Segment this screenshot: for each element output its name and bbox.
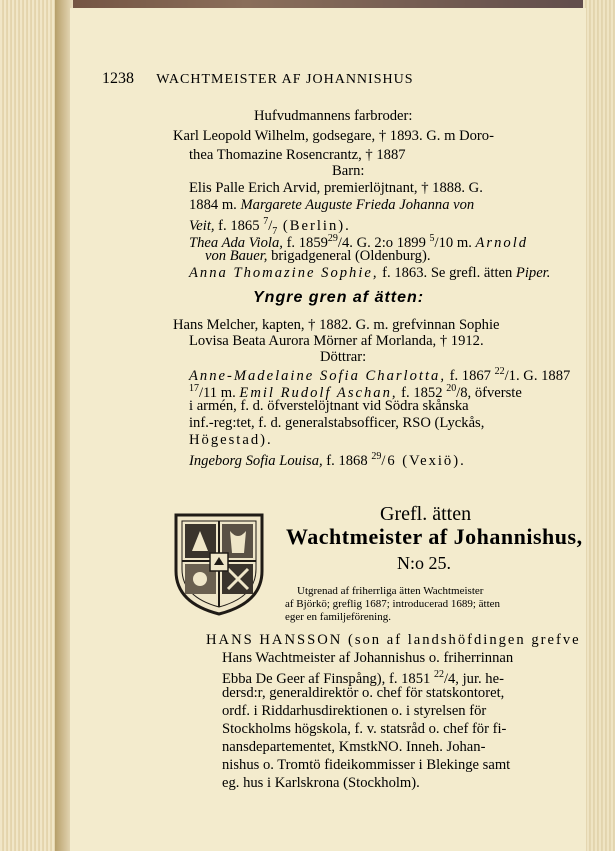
bio-line: [222, 667, 504, 687]
family-note-line: af Björkö; greflig 1687; introducerad 1689; ätten: [285, 598, 501, 610]
italic-name: Emil Rudolf Aschan,: [239, 384, 398, 401]
italic-name: Anne-Madelaine Sofia Charlotta,: [189, 367, 446, 384]
date-sup: 5: [429, 233, 435, 244]
text-line: Högestad).: [189, 432, 273, 448]
date-sup: 22: [494, 366, 505, 377]
text-span: f. 1859: [282, 234, 328, 251]
text-line: Lovisa Beata Aurora Mörner af Morlanda, † 1912.: [189, 333, 484, 349]
text-span: /: [268, 217, 273, 234]
bio-line: ordf. i Riddarhusdirektionen o. i styrelsen för: [222, 703, 487, 719]
text-span: f. 1865: [214, 217, 264, 234]
date-sup: 7: [263, 216, 269, 227]
family-title-line2: Wachtmeister af Johannishus,: [286, 524, 583, 549]
text-span: f. 1852: [397, 384, 447, 401]
text-line: Barn:: [332, 163, 365, 179]
text-span: /10 m.: [434, 234, 476, 251]
italic-name: Veit,: [189, 217, 215, 234]
page-number: 1238: [102, 70, 134, 87]
page-top-edge: [0, 0, 615, 8]
bio-line: nishus o. Tromtö fideikommisser i Blekinge samt: [222, 757, 511, 773]
text-line: [189, 197, 474, 213]
date-sup: 20: [446, 383, 457, 394]
italic-name: Ingeborg Sofia Louisa,: [189, 452, 323, 469]
text-span: /8, öfverste: [456, 384, 522, 401]
date-sup: 29: [371, 451, 382, 462]
italic-name: von Bauer,: [205, 248, 268, 264]
text-line: [205, 248, 430, 264]
date-sup: 29: [327, 233, 338, 244]
family-number: N:o 25.: [397, 553, 451, 573]
text-span: /1. G. 1887: [504, 367, 571, 384]
text-span: brigadgeneral (Oldenburg).: [267, 248, 431, 264]
bio-line: [206, 632, 581, 648]
date-sup: 17: [189, 383, 199, 394]
italic-name: Anna Thomazine Sophie,: [189, 265, 379, 281]
text-span: f. 1863. Se grefl. ätten: [378, 265, 516, 281]
italic-name: Thea Ada Viola,: [189, 234, 283, 251]
bio-line: nansdepartementet, KmstkNO. Inneh. Johan-: [222, 739, 486, 755]
text-line: Karl Leopold Wilhelm, godsegare, † 1893. G. m Doro-: [173, 128, 494, 144]
running-header: [102, 70, 414, 88]
text-span: f. 1868: [322, 452, 372, 469]
text-line: inf.-reg:tet, f. d. generalstabsofficer, RSO (Lyckås,: [189, 415, 485, 431]
family-note-line: eger en familjeförening.: [285, 611, 391, 623]
text-line: [189, 265, 550, 281]
text-line: thea Thomazine Rosencrantz, † 1887: [189, 147, 406, 163]
italic-name: Margarete Auguste Frieda Johanna von: [240, 197, 475, 213]
text-line: Hufvudmannens farbroder:: [254, 108, 413, 124]
text-line: i armén, f. d. öfverstelöjtnant vid Södra skånska: [189, 398, 469, 414]
coat-of-arms-icon: [172, 511, 266, 617]
date-sub: 7: [272, 225, 278, 237]
text-span: /6 (Vexiö).: [381, 452, 466, 469]
bio-line: eg. hus i Karlskrona (Stockholm).: [222, 775, 420, 791]
bio-line: dersd:r, generaldirektör o. chef för statskontoret,: [222, 685, 505, 701]
text-span: f. 1867: [445, 367, 495, 384]
bio-text: HANS HANSSON (son af landshöfdingen grefve: [206, 632, 581, 648]
family-title-line1: Grefl. ätten: [380, 503, 472, 525]
text-span: /11 m.: [199, 384, 240, 401]
family-note-line: Utgrenad af friherrliga ätten Wachtmeister: [297, 585, 484, 597]
text-line: [189, 449, 466, 469]
section-heading: Yngre gren af ätten:: [253, 289, 425, 306]
book-page-edges-left: [0, 0, 60, 851]
italic-name: Piper.: [515, 265, 551, 281]
text-span: (Berlin).: [277, 217, 351, 234]
coat-of-arms-image: [172, 511, 266, 617]
text-span: 1884 m.: [189, 197, 241, 213]
text-span: /4, jur. he-: [443, 670, 504, 687]
bio-line: Hans Wachtmeister af Johannishus o. friherrinnan: [222, 650, 514, 666]
running-title: WACHTMEISTER AF JOHANNISHUS: [156, 72, 414, 87]
date-sup: 22: [433, 669, 444, 680]
text-line: Elis Palle Erich Arvid, premierlöjtnant, † 1888. G.: [189, 180, 483, 196]
text-line: Hans Melcher, kapten, † 1882. G. m. grefvinnan Sophie: [173, 317, 500, 333]
text-span: Ebba De Geer af Finspång), f. 1851: [222, 670, 434, 687]
bio-line: Stockholms högskola, f. v. statsråd o. chef för fi-: [222, 721, 507, 737]
text-span: /4. G. 2:o 1899: [337, 234, 430, 251]
italic-name: Arnold: [475, 234, 529, 251]
text-line: Döttrar:: [320, 349, 367, 365]
book-page-edges-right: [583, 0, 615, 851]
